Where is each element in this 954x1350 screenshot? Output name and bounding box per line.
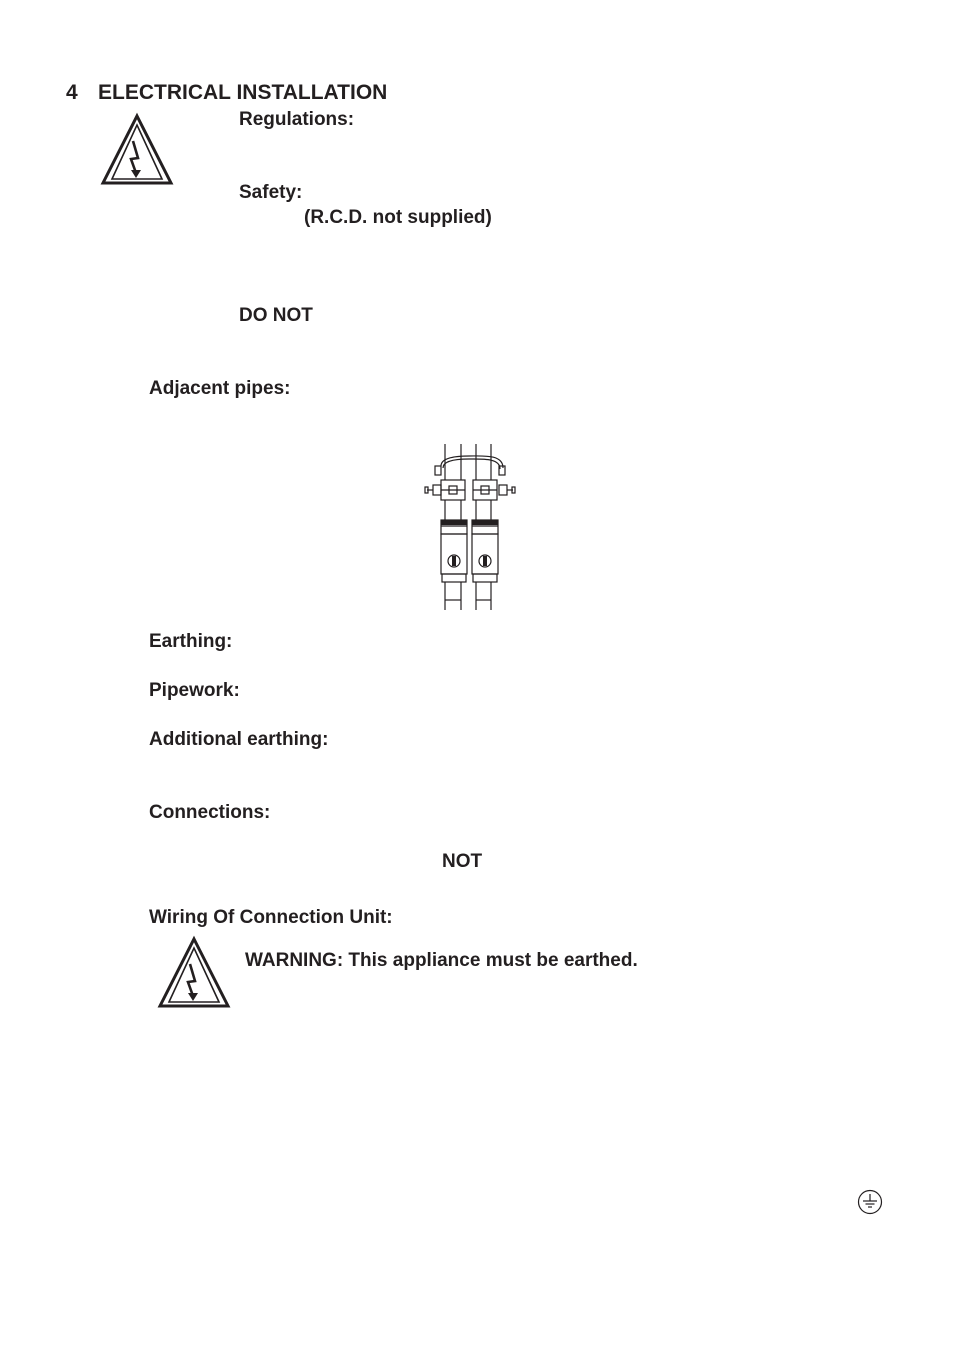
electrical-hazard-warning-icon — [157, 936, 231, 1008]
earth-symbol-icon — [857, 1189, 883, 1215]
earthing-label: Earthing: — [149, 631, 233, 652]
section-title: ELECTRICAL INSTALLATION — [98, 81, 388, 104]
safety-label: Safety: — [239, 182, 303, 203]
not-label: NOT — [442, 851, 483, 872]
section-number: 4 — [66, 81, 78, 104]
pipework-label: Pipework: — [149, 680, 240, 701]
warning-text: WARNING: This appliance must be earthed. — [245, 950, 638, 971]
rcd-note: (R.C.D. not supplied) — [304, 207, 492, 228]
regulations-label: Regulations: — [239, 109, 355, 130]
do-not-label: DO NOT — [239, 305, 313, 326]
connections-label: Connections: — [149, 802, 271, 823]
adjacent-pipes-label: Adjacent pipes: — [149, 378, 291, 399]
additional-earthing-label: Additional earthing: — [149, 729, 329, 750]
electrical-hazard-warning-icon — [100, 113, 174, 185]
adjacent-pipes-diagram — [425, 442, 517, 612]
wiring-label: Wiring Of Connection Unit: — [149, 907, 393, 928]
